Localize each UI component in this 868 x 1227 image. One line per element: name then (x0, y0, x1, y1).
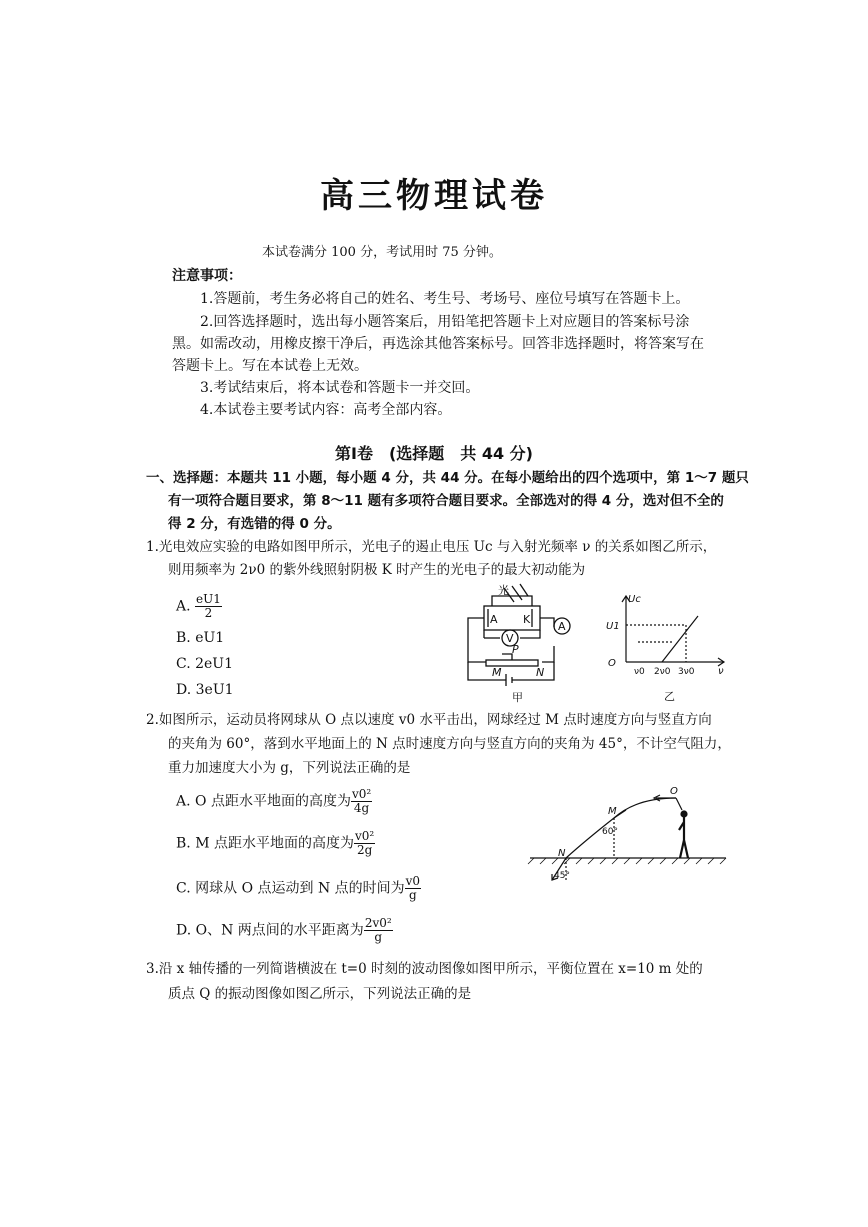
q2-option-c-fraction (405, 875, 421, 902)
q2-stem-3: 重力加速度大小为 g，下列说法正确的是 (168, 760, 411, 776)
fig-a-label-n: N (536, 666, 545, 679)
fig-b-tick-3: 3ν0 (678, 667, 695, 677)
fig-b-origin: O (608, 658, 616, 669)
q1-option-d: D. 3eU1 (176, 682, 234, 698)
athlete-head (681, 811, 687, 817)
q2-stem-1: 2.如图所示，运动员将网球从 O 点以速度 v0 水平击出，网球经过 M 点时速度方向与竖直方向 (146, 712, 712, 728)
q1-stem-1: 1.光电效应实验的电路如图甲所示，光电子的遏止电压 Uc 与入射光频率 ν 的关系如图乙所示， (146, 539, 717, 555)
section-instruction-2: 有一项符合题目要求，第 8～11 题有多项符合题目要求。全部选对的得 4 分，选对但不全的 (168, 493, 724, 509)
fig-a-label-k: K (523, 613, 531, 626)
fig-a-label-ammeter: A (558, 620, 566, 633)
q1-option-a (176, 593, 222, 620)
q2-option-d (176, 917, 393, 944)
fig-b-tick-1: ν0 (634, 667, 645, 677)
q2-option-b-text: B. M 点距水平地面的高度为 (176, 835, 354, 852)
q1-option-a-label: A. (176, 598, 191, 615)
q1-option-b: B. eU1 (176, 630, 225, 646)
q2-option-c (176, 875, 421, 902)
fig-a-label-p: P (512, 643, 519, 656)
fig-angle-m: 60° (602, 827, 618, 837)
fig-angle-n: 45° (554, 871, 570, 881)
section-heading: 第Ⅰ卷 (选择题 共 44 分) (335, 444, 533, 463)
q2-option-a-text: A. O 点距水平地面的高度为 (176, 793, 351, 810)
notice-item-1: 1.答题前，考生务必将自己的姓名、考生号、考场号、座位号填写在答题卡上。 (200, 291, 690, 307)
fig-a-caption: 甲 (512, 691, 523, 704)
fig-b-caption: 乙 (664, 690, 675, 703)
notice-item-2-end: 答题卡上。写在本试卷上无效。 (172, 358, 368, 374)
q2-option-d-den: g (374, 930, 383, 944)
q1-option-a-den: 2 (204, 606, 213, 620)
q2-stem-2: 的夹角为 60°，落到水平地面上的 N 点时速度方向与竖直方向的夹角为 45°，不计空气阻力， (168, 736, 731, 752)
notice-heading: 注意事项： (172, 268, 242, 284)
q2-option-a-num: v0² (351, 787, 372, 801)
fig-a-label-v: V (506, 632, 514, 645)
q3-stem-2: 质点 Q 的振动图像如图乙所示，下列说法正确的是 (168, 986, 472, 1002)
notice-item-3: 3.考试结束后，将本试卷和答题卡一并交回。 (200, 380, 480, 396)
q2-option-b-den: 2g (356, 843, 373, 857)
q2-option-d-num: 2v0² (364, 916, 392, 930)
fig-a-label-m: M (492, 666, 502, 679)
q2-option-d-text: D. O、N 两点间的水平距离为 (176, 922, 364, 939)
athlete-body (679, 817, 688, 858)
ball-trajectory (566, 798, 676, 858)
q1-option-a-fraction (195, 593, 222, 620)
q2-option-b-fraction (354, 830, 375, 857)
fig-b-tick-2: 2ν0 (654, 667, 671, 677)
fig-b-xlabel: ν (718, 666, 724, 677)
q2-option-a (176, 788, 372, 815)
q2-option-b (176, 830, 375, 857)
q1-option-c: C. 2eU1 (176, 656, 234, 672)
q1-option-a-num: eU1 (196, 592, 221, 606)
q2-option-a-fraction (351, 788, 372, 815)
exam-intro: 本试卷满分 100 分，考试用时 75 分钟。 (262, 245, 502, 260)
page-title: 高三物理试卷 (320, 176, 548, 216)
q2-tennis-figure (526, 780, 728, 884)
fig-b-ylabel: Uc (628, 594, 641, 605)
section-instruction-3: 得 2 分，有选错的得 0 分。 (168, 516, 341, 532)
q1-stem-2: 则用频率为 2ν0 的紫外线照射阴极 K 时产生的光电子的最大初动能为 (168, 562, 586, 578)
fig-point-o: O (670, 786, 678, 797)
section-instruction-1: 一、选择题：本题共 11 小题，每小题 4 分，共 44 分。在每小题给出的四个选项中，第 1～7 题只 (146, 470, 749, 486)
q2-option-d-fraction (364, 917, 393, 944)
q2-option-a-den: 4g (353, 801, 370, 815)
notice-item-2-cont: 黑。如需改动，用橡皮擦干净后，再选涂其他答案标号。回答非选择题时，将答案写在 (172, 336, 704, 352)
fig-point-n: N (558, 848, 566, 859)
q1-circuit-figure (462, 582, 582, 704)
q3-stem-1: 3.沿 x 轴传播的一列简谐横波在 t=0 时刻的波动图像如图甲所示，平衡位置在 x=10 m 处的 (146, 961, 703, 977)
uc-line (662, 616, 698, 662)
q2-option-c-num: v0 (405, 874, 421, 888)
notice-item-2: 2.回答选择题时，选出每小题答案后，用铅笔把答题卡上对应题目的答案标号涂 (200, 314, 690, 330)
q2-option-b-num: v0² (354, 829, 375, 843)
fig-b-u1: U1 (606, 621, 620, 632)
fig-a-light: 光 (498, 584, 509, 597)
q2-option-c-den: g (409, 888, 417, 902)
notice-item-4: 4.本试卷主要考试内容：高考全部内容。 (200, 402, 452, 418)
q1-graph-figure (602, 590, 728, 704)
fig-point-m: M (608, 806, 617, 817)
q2-option-c-text: C. 网球从 O 点运动到 N 点的时间为 (176, 880, 405, 897)
fig-a-label-a: A (490, 613, 498, 626)
